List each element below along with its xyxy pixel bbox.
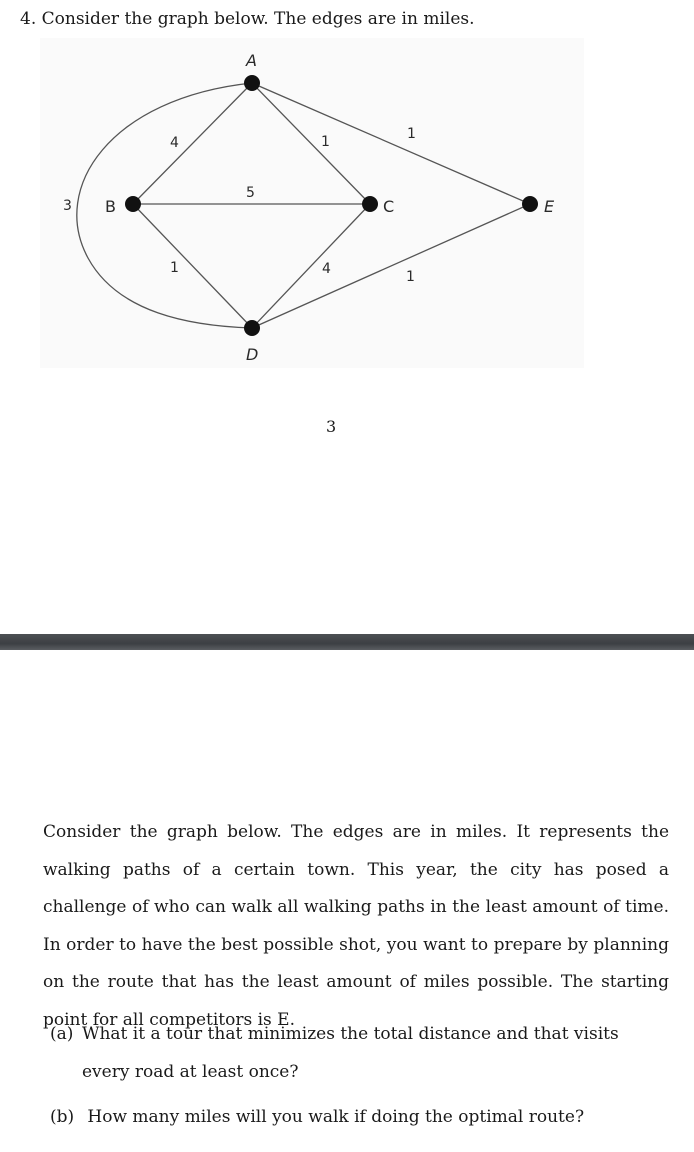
weight-a-e: 1 <box>407 126 416 142</box>
weight-a-d-curved: 3 <box>63 198 72 214</box>
node-label-d: D <box>246 345 259 364</box>
node-label-a: A <box>246 51 257 70</box>
node-a <box>244 75 260 91</box>
edge-a-b <box>133 83 252 204</box>
weight-b-d: 1 <box>170 260 179 276</box>
problem-paragraph: Consider the graph below. The edges are in miles. It represents the walking paths of a certain town. This year, the city has posed a challenge of who can walk all walking paths in the least amount of time. In order to have the best possible shot, you want to prepare by planning on the route that has the least amount of miles possible. The starting point for all competitors is E. <box>43 822 669 1030</box>
weight-a-b: 4 <box>170 135 179 151</box>
part-a-label: (a) <box>50 1024 74 1044</box>
weight-c-d: 4 <box>322 261 331 277</box>
part-b <box>50 1098 670 1136</box>
node-label-e: E <box>544 197 555 216</box>
node-c <box>362 196 378 212</box>
edge-a-c <box>252 83 370 204</box>
part-a <box>50 1015 670 1082</box>
question-number: 4. <box>20 9 37 29</box>
page-divider <box>0 634 694 650</box>
part-b-label: (b) <box>50 1107 75 1127</box>
part-a-text: What it a tour that minimizes the total distance and that visits every road at least once? <box>82 1024 619 1082</box>
graph-svg <box>40 38 584 368</box>
page-number: 3 <box>326 417 337 436</box>
node-b <box>125 196 141 212</box>
node-d <box>244 320 260 336</box>
part-b-text: How many miles will you walk if doing the optimal route? <box>87 1107 585 1127</box>
weight-d-e: 1 <box>406 269 415 285</box>
weight-b-c: 5 <box>246 185 255 201</box>
edge-a-d-curved <box>77 83 252 328</box>
node-label-c: C <box>383 197 395 216</box>
edge-d-e <box>252 204 530 328</box>
graph-figure <box>40 38 584 368</box>
question-title: Consider the graph below. The edges are in miles. <box>41 9 475 29</box>
node-label-b: B <box>105 197 116 216</box>
edge-a-e <box>252 83 530 204</box>
node-e <box>522 196 538 212</box>
weight-a-c: 1 <box>321 134 330 150</box>
question-heading <box>20 6 475 32</box>
edge-c-d <box>252 204 370 328</box>
